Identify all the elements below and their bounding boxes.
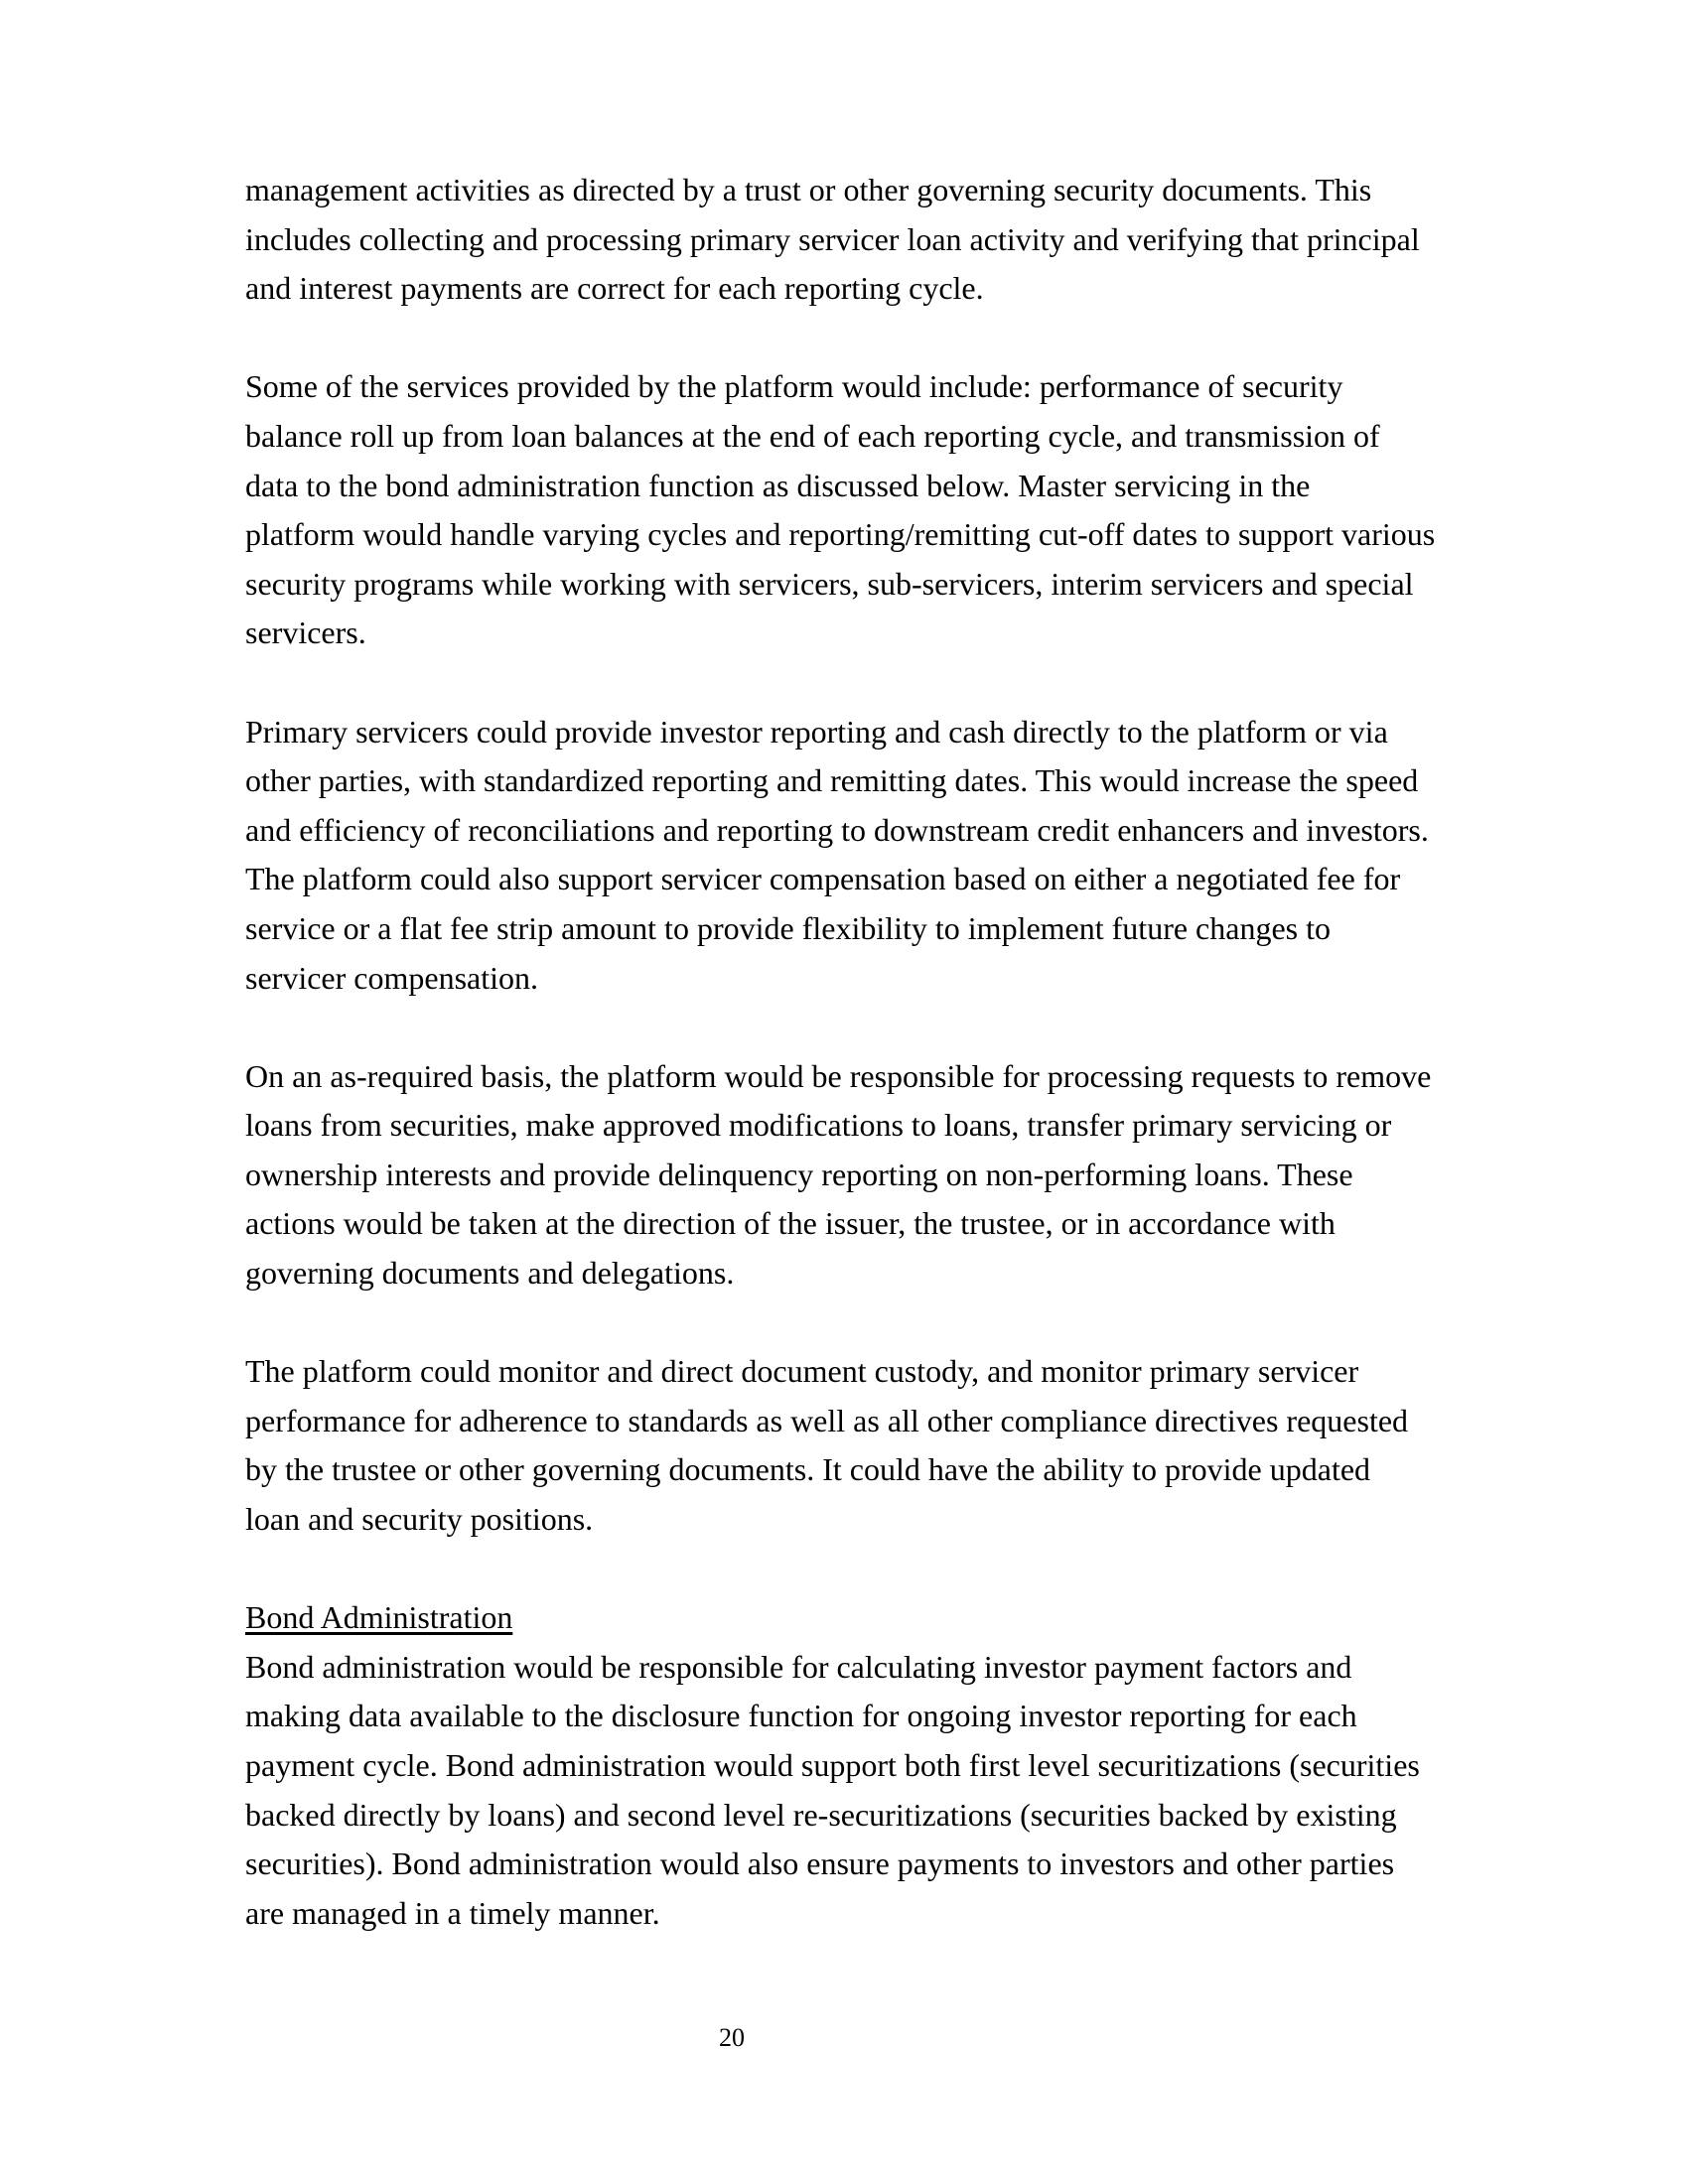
- paragraph-line: The platform could monitor and direct document custody, and monitor primary servicer: [245, 1353, 1359, 1390]
- paragraph-line: platform would handle varying cycles and reporting/remitting cut-off dates to support various: [245, 516, 1436, 553]
- paragraph-line: are managed in a timely manner.: [245, 1894, 660, 1931]
- paragraph-line: balance roll up from loan balances at the end of each reporting cycle, and transmission of: [245, 417, 1380, 454]
- paragraph-line: securities). Bond administration would also ensure payments to investors and other parties: [245, 1845, 1395, 1882]
- paragraph-line: and interest payments are correct for each reporting cycle.: [245, 270, 984, 307]
- paragraph-spacer: [245, 1298, 1435, 1348]
- paragraph-line: governing documents and delegations.: [245, 1255, 735, 1292]
- paragraph: [245, 362, 1435, 658]
- paragraph: [245, 1347, 1435, 1544]
- paragraph-line: actions would be taken at the direction of the issuer, the trustee, or in accordance with: [245, 1205, 1336, 1242]
- paragraph-line: making data available to the disclosure function for ongoing investor reporting for each: [245, 1698, 1357, 1734]
- paragraph-line: On an as-required basis, the platform would be responsible for processing requests to remove: [245, 1057, 1432, 1094]
- paragraph-spacer: [245, 1003, 1435, 1052]
- paragraph-line: includes collecting and processing primary servicer loan activity and verifying that principal: [245, 220, 1420, 257]
- paragraph-line: The platform could also support servicer compensation based on either a negotiated fee for: [245, 861, 1401, 897]
- paragraph-line: and efficiency of reconciliations and reporting to downstream credit enhancers and investors.: [245, 811, 1429, 848]
- paragraph-line: other parties, with standardized reporting and remitting dates. This would increase the speed: [245, 762, 1419, 799]
- paragraph-line: Some of the services provided by the platform would include: performance of security: [245, 368, 1343, 405]
- paragraph-spacer: [245, 314, 1435, 363]
- paragraph-line: loan and security positions.: [245, 1501, 594, 1538]
- paragraph-line: performance for adherence to standards as well as all other compliance directives requested: [245, 1402, 1409, 1438]
- paragraph-line: backed directly by loans) and second level re-securitizations (securities backed by existing: [245, 1796, 1397, 1833]
- paragraph-spacer: [245, 1545, 1435, 1594]
- paragraph-line: security programs while working with servicers, sub-servicers, interim servicers and special: [245, 565, 1414, 602]
- page-number: 20: [719, 2023, 745, 2052]
- section-bond-administration: [245, 1593, 1435, 1938]
- paragraph-line: service or a flat fee strip amount to provide flexibility to implement future changes to: [245, 909, 1331, 946]
- paragraph-line: Primary servicers could provide investor reporting and cash directly to the platform or via: [245, 713, 1388, 750]
- section-heading: Bond Administration: [245, 1599, 513, 1636]
- paragraph-line: ownership interests and provide delinquency reporting on non-performing loans. These: [245, 1156, 1353, 1192]
- paragraph-line: payment cycle. Bond administration would support both first level securitizations (securities: [245, 1747, 1420, 1783]
- paragraph: [245, 166, 1435, 314]
- paragraph: [245, 708, 1435, 1004]
- paragraph-line: Bond administration would be responsible for calculating investor payment factors and: [245, 1648, 1352, 1685]
- paragraph-line: loans from securities, make approved modifications to loans, transfer primary servicing or: [245, 1107, 1392, 1144]
- paragraph: [245, 1052, 1435, 1298]
- paragraph-spacer: [245, 658, 1435, 708]
- paragraph-line: data to the bond administration function as discussed below. Master servicing in the: [245, 467, 1311, 503]
- paragraph-line: by the trustee or other governing documents. It could have the ability to provide updated: [245, 1451, 1371, 1488]
- paragraph-line: management activities as directed by a trust or other governing security documents. This: [245, 172, 1372, 207]
- document-body: [245, 166, 1435, 1938]
- paragraph-line: servicer compensation.: [245, 959, 538, 996]
- paragraph-line: servicers.: [245, 614, 366, 651]
